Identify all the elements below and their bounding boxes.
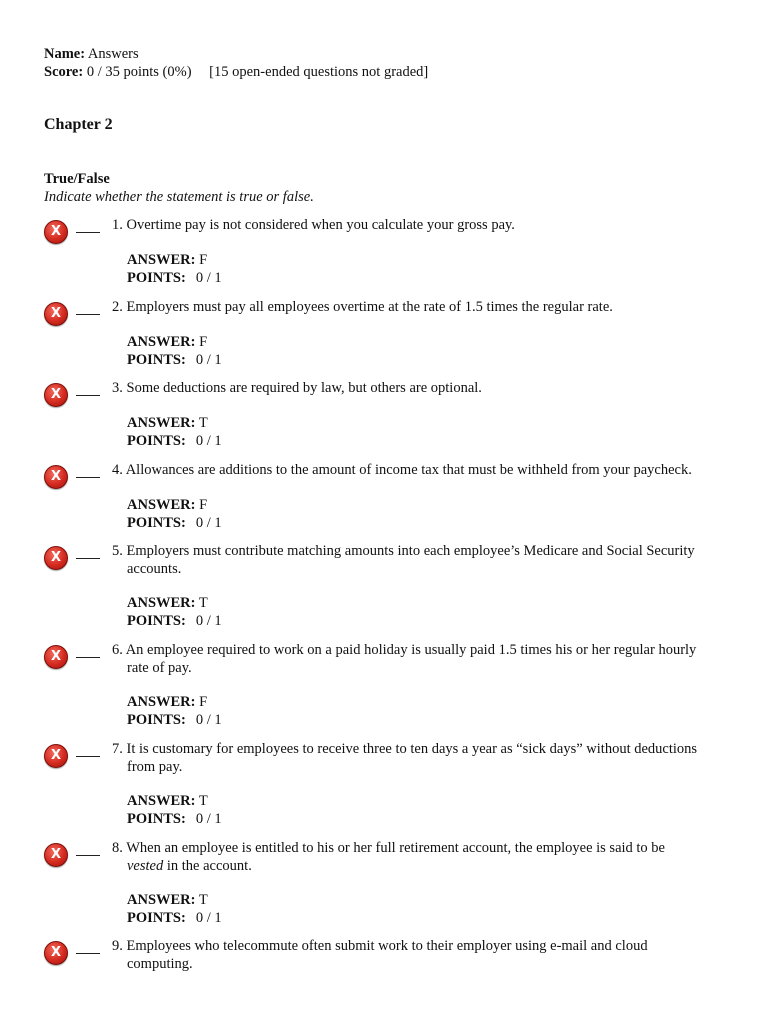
question-number: 7. (112, 741, 123, 757)
question-text (112, 937, 727, 973)
question-meta (127, 496, 222, 532)
x-mark-icon: X (44, 220, 68, 244)
question-statement-line-1: Employers must contribute matching amounts into each employee’s Medicare and Social Security (126, 543, 695, 559)
answer-label: ANSWER: (127, 252, 196, 268)
points-value: 0 / 1 (195, 811, 222, 827)
points-label: POINTS: (127, 910, 186, 926)
question-number: 8. (112, 840, 123, 856)
points-value: 0 / 1 (195, 613, 222, 629)
x-mark-icon: X (44, 302, 68, 326)
answer-blank (76, 232, 100, 233)
question-text (112, 542, 727, 578)
answer-value: F (199, 334, 208, 350)
points-label: POINTS: (127, 515, 186, 531)
question-statement-line-2: computing. (127, 956, 193, 972)
answer-blank (76, 395, 100, 396)
name-line (44, 45, 428, 63)
question-meta (127, 594, 222, 630)
answer-label: ANSWER: (127, 595, 196, 611)
answer-label: ANSWER: (127, 694, 196, 710)
answer-blank (76, 657, 100, 658)
question-text (112, 461, 727, 479)
question-meta (127, 891, 222, 927)
question-statement-line-2: rate of pay. (127, 660, 192, 676)
answer-label: ANSWER: (127, 793, 196, 809)
answer-value: T (198, 595, 208, 611)
answer-value: F (199, 252, 208, 268)
question-statement-line-1: Employees who telecommute often submit work to their employer using e-mail and cloud (126, 938, 648, 954)
x-mark-icon: X (44, 744, 68, 768)
answer-blank (76, 756, 100, 757)
question-number: 1. (112, 217, 123, 233)
answer-blank (76, 477, 100, 478)
answer-label: ANSWER: (127, 892, 196, 908)
name-value: Answers (87, 46, 139, 62)
question-statement-line-1: When an employee is entitled to his or her full retirement account, the employee is said to be (126, 840, 665, 856)
points-value: 0 / 1 (195, 910, 222, 926)
answer-blank (76, 314, 100, 315)
question-statement-line-1: An employee required to work on a paid holiday is usually paid 1.5 times his or her regular hourly (125, 642, 697, 658)
points-label: POINTS: (127, 613, 186, 629)
question-text (112, 641, 727, 677)
points-label: POINTS: (127, 433, 186, 449)
answer-value: T (198, 793, 208, 809)
points-value: 0 / 1 (195, 433, 222, 449)
question-number: 6. (112, 642, 123, 658)
section-title: True/False (44, 171, 110, 187)
points-label: POINTS: (127, 352, 186, 368)
question-statement: Overtime pay is not considered when you calculate your gross pay. (126, 217, 515, 233)
question-text (112, 740, 727, 776)
answer-label: ANSWER: (127, 497, 196, 513)
question-meta (127, 251, 222, 287)
name-label: Name: (44, 46, 86, 62)
score-label: Score: (44, 64, 84, 80)
question-statement-line-2: accounts. (127, 561, 182, 577)
question-number: 5. (112, 543, 123, 559)
question-text (112, 216, 727, 234)
points-value: 0 / 1 (195, 515, 222, 531)
answer-label: ANSWER: (127, 415, 196, 431)
question-text (112, 379, 727, 397)
x-mark-icon: X (44, 941, 68, 965)
question-statement-line-1: It is customary for employees to receive three to ten days a year as “sick days” without deductions (126, 741, 698, 757)
answer-value: T (198, 415, 208, 431)
x-mark-icon: X (44, 465, 68, 489)
answer-blank (76, 855, 100, 856)
question-meta (127, 414, 222, 450)
question-emphasis: vested (127, 858, 164, 874)
score-value: 0 / 35 points (0%) (86, 64, 192, 80)
answer-blank (76, 558, 100, 559)
question-meta (127, 333, 222, 369)
answer-value: T (198, 892, 208, 908)
points-value: 0 / 1 (195, 270, 222, 286)
question-statement-line-2 (112, 857, 727, 875)
question-number: 9. (112, 938, 123, 954)
x-mark-icon: X (44, 843, 68, 867)
score-note: [15 open-ended questions not graded] (209, 64, 429, 80)
answer-value: F (199, 497, 208, 513)
question-text (112, 298, 727, 316)
question-statement: Allowances are additions to the amount of income tax that must be withheld from your paycheck. (125, 462, 692, 478)
x-mark-icon: X (44, 383, 68, 407)
points-value: 0 / 1 (195, 712, 222, 728)
question-number: 3. (112, 380, 123, 396)
question-number: 2. (112, 299, 123, 315)
question-statement-rest: in the account. (163, 858, 252, 874)
question-statement: Employers must pay all employees overtime at the rate of 1.5 times the regular rate. (126, 299, 613, 315)
points-label: POINTS: (127, 270, 186, 286)
question-text (112, 839, 727, 875)
points-value: 0 / 1 (195, 352, 222, 368)
sheet-header (44, 45, 428, 81)
x-mark-icon: X (44, 645, 68, 669)
answer-blank (76, 953, 100, 954)
answer-label: ANSWER: (127, 334, 196, 350)
chapter-title: Chapter 2 (44, 116, 113, 133)
points-label: POINTS: (127, 811, 186, 827)
section-heading (44, 170, 314, 206)
points-label: POINTS: (127, 712, 186, 728)
question-number: 4. (112, 462, 123, 478)
section-instructions: Indicate whether the statement is true or false. (44, 189, 314, 205)
score-line (44, 63, 428, 81)
x-mark-icon: X (44, 546, 68, 570)
question-meta (127, 693, 222, 729)
question-statement-line-2: from pay. (127, 759, 183, 775)
question-meta (127, 792, 222, 828)
answer-value: F (199, 694, 208, 710)
question-statement: Some deductions are required by law, but others are optional. (126, 380, 482, 396)
